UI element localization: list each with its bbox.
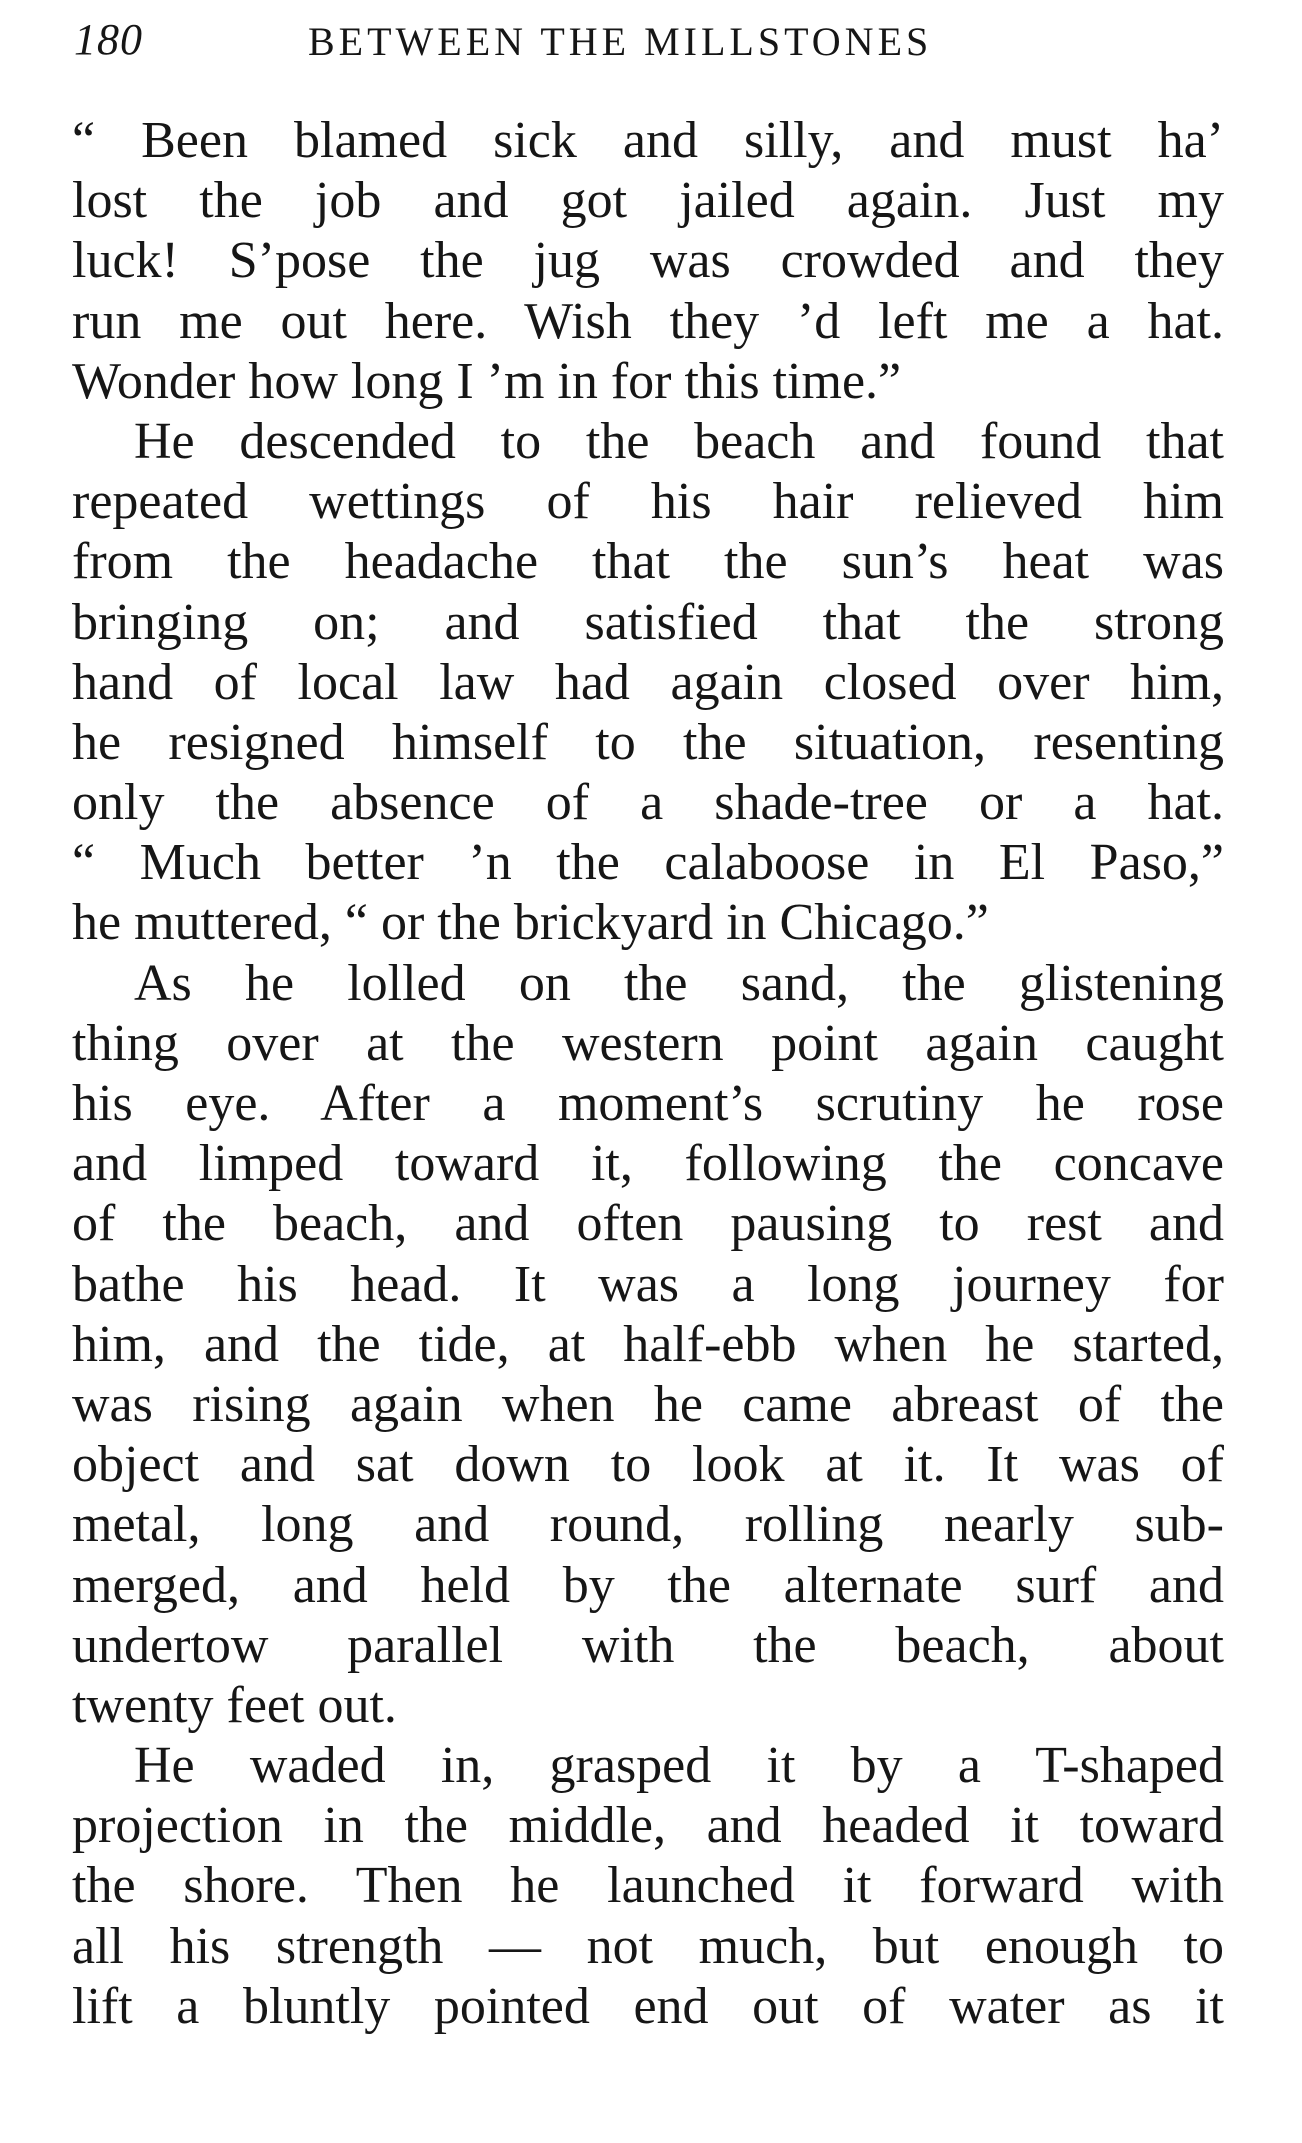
text-line: bringing on; and satisfied that the strong [72, 593, 1224, 651]
text-line: luck! S’pose the jug was crowded and they [72, 232, 1224, 290]
text-line: and limped toward it, following the concave [72, 1135, 1224, 1193]
text-line: him, and the tide, at half-ebb when he started, [72, 1315, 1224, 1373]
text-line: metal, long and round, rolling nearly sub- [72, 1496, 1224, 1554]
running-head [74, 14, 1224, 74]
text-line: from the headache that the sun’s heat was [72, 533, 1224, 591]
text-line: the shore. Then he launched it forward with [72, 1857, 1224, 1915]
text-line: undertow parallel with the beach, about [72, 1616, 1224, 1674]
text-line: lost the job and got jailed again. Just my [72, 172, 1224, 230]
text-line: twenty feet out. [72, 1676, 397, 1734]
paragraph-start-line: As he lolled on the sand, the glistening [134, 954, 1224, 1012]
text-line: only the absence of a shade-tree or a hat. [72, 774, 1224, 832]
text-line: projection in the middle, and headed it toward [72, 1797, 1224, 1855]
body-text [72, 111, 1224, 2037]
text-line: bathe his head. It was a long journey for [72, 1255, 1224, 1313]
text-line: “ Been blamed sick and silly, and must ha’ [72, 112, 1224, 169]
text-line: Wonder how long I ’m in for this time.” [72, 352, 902, 410]
running-title: BETWEEN THE MILLSTONES [308, 19, 933, 64]
text-line: object and sat down to look at it. It was of [72, 1436, 1224, 1494]
text-line: “ Much better ’n the calaboose in El Paso,” [72, 834, 1224, 892]
paragraph-start-line: He waded in, grasped it by a T-shaped [134, 1737, 1224, 1795]
text-line: he resigned himself to the situation, resenting [72, 713, 1224, 771]
text-line: repeated wettings of his hair relieved him [72, 473, 1224, 531]
text-line: lift a bluntly pointed end out of water as it [72, 1977, 1224, 2035]
text-line: run me out here. Wish they ’d left me a hat. [72, 292, 1224, 350]
text-line: merged, and held by the alternate surf and [72, 1556, 1224, 1614]
text-line: was rising again when he came abreast of the [72, 1375, 1224, 1433]
page-number: 180 [74, 15, 143, 64]
text-line: he muttered, “ or the brickyard in Chicago.” [72, 894, 989, 952]
text-line: his eye. After a moment’s scrutiny he rose [72, 1075, 1224, 1132]
text-line: hand of local law had again closed over him, [72, 653, 1224, 711]
text-line: of the beach, and often pausing to rest and [72, 1195, 1224, 1253]
text-line: thing over at the western point again caught [72, 1014, 1224, 1072]
text-line: all his strength — not much, but enough to [72, 1917, 1224, 1975]
paragraph-start-line: He descended to the beach and found that [134, 412, 1224, 470]
